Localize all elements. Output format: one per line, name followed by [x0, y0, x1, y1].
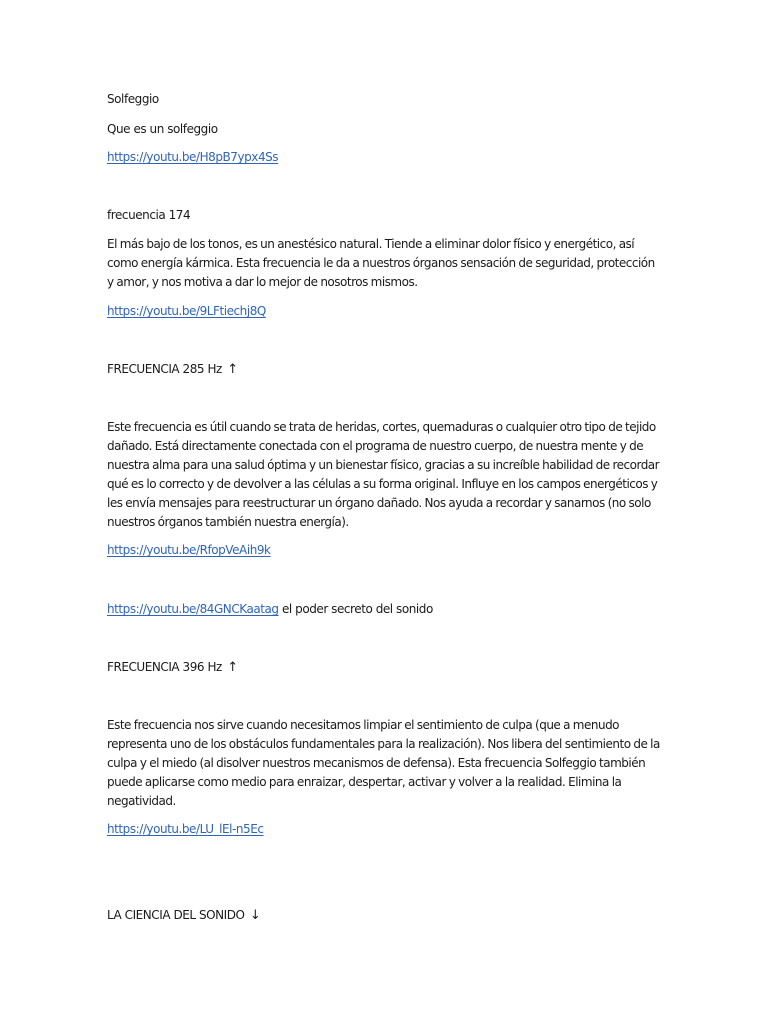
science-of-sound-heading-line — [107, 906, 260, 925]
section-396-heading: FRECUENCIA 396 Hz — [107, 660, 222, 674]
intro-link-line — [107, 148, 278, 167]
section-285-link-line — [107, 541, 271, 560]
secret-sound-caption: el poder secreto del sonido — [278, 602, 433, 616]
section-174-body: El más bajo de los tonos, es un anestésico natural. Tiende a eliminar dolor físico y energético, así como energía kármica. Esta frecuencia le da a nuestros órganos sensación de seguridad, protección y amor, y nos motiva a dar lo mejor de nosotros mismos. — [107, 237, 655, 289]
section-285-heading: FRECUENCIA 285 Hz — [107, 362, 222, 376]
document-title: Solfeggio — [107, 92, 159, 106]
section-174-youtube-link[interactable]: https://youtu.be/9LFtiechj8Q — [107, 304, 266, 318]
document-subtitle: Que es un solfeggio — [107, 122, 218, 136]
arrow-up-icon: ↑ — [227, 660, 238, 675]
intro-youtube-link[interactable]: https://youtu.be/H8pB7ypx4Ss — [107, 150, 279, 164]
arrow-down-icon: ↓ — [249, 908, 261, 923]
section-396-body: Este frecuencia nos sirve cuando necesitamos limpiar el sentimiento de culpa (que a menudo representa uno de los obstáculos fundamentales para la realización). Nos libera del sentimiento de la culpa y el miedo (al disolver nuestros mecanismos de defensa). Esta frecuencia Solfeggio también puede aplicarse como medio para enraizar, despertar, activar y volver a la realidad. Elimina la negatividad. — [107, 718, 660, 808]
section-285-youtube-link[interactable]: https://youtu.be/RfopVeAih9k — [107, 543, 271, 557]
arrow-up-icon: ↑ — [227, 362, 238, 377]
section-174-link-line — [107, 302, 266, 321]
section-285-heading-line — [107, 360, 238, 379]
secret-sound-link-line — [107, 600, 433, 619]
secret-sound-youtube-link[interactable]: https://youtu.be/84GNCKaatag — [107, 602, 279, 616]
section-285-body: Este frecuencia es útil cuando se trata de heridas, cortes, quemaduras o cualquier otro tipo de tejido dañado. Está directamente conectada con el programa de nuestro cuerpo, de nuestra mente y de nuestra alma para una salud óptima y un bienestar físico, gracias a su increíble habilidad de recordar qué es lo correcto y de devolver a las células a su forma original. Influye en los campos energéticos y les envía mensajes para reestructurar un órgano dañado. Nos ayuda a recordar y sanarnos (no solo nuestros órganos también nuestra energía). — [107, 420, 660, 529]
section-174-heading: frecuencia 174 — [107, 208, 191, 222]
section-396-heading-line — [107, 658, 238, 677]
section-396-link-line — [107, 820, 264, 839]
science-of-sound-heading: LA CIENCIA DEL SONIDO — [107, 908, 245, 922]
section-396-youtube-link[interactable]: https://youtu.be/LU_lEl-n5Ec — [107, 822, 264, 836]
